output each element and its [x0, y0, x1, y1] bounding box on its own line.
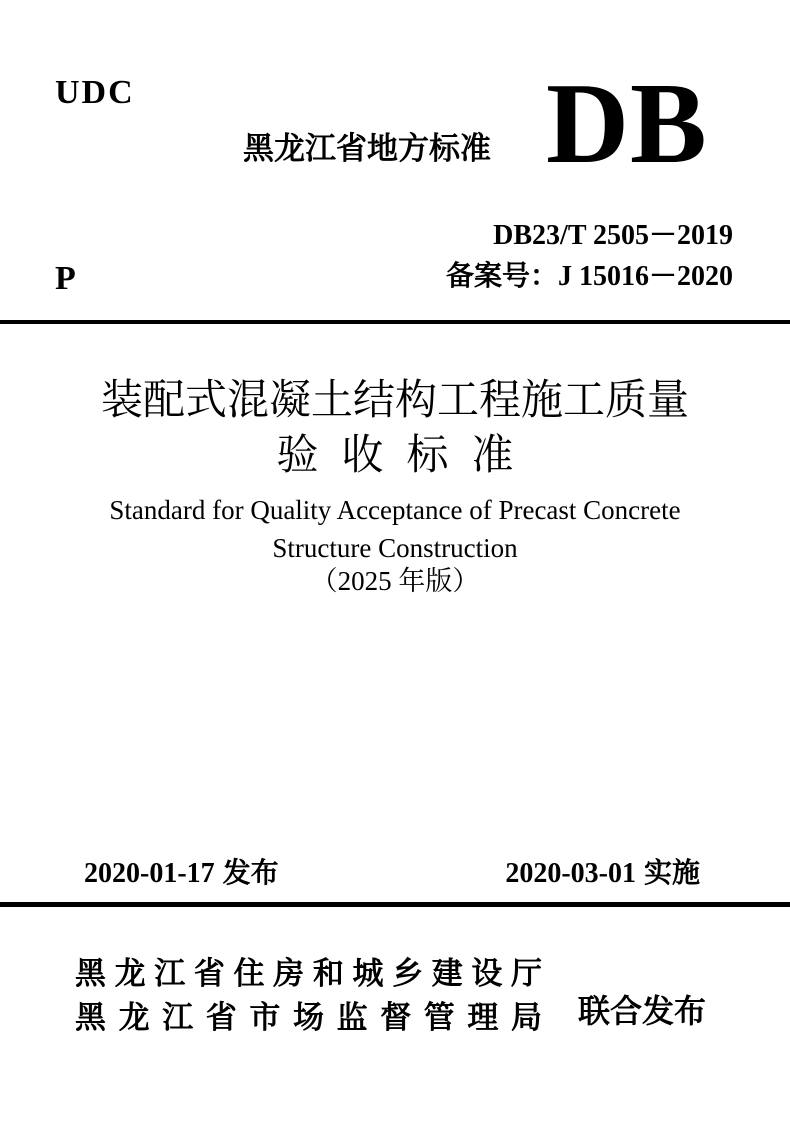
publisher-line2: 黑龙江省市场监督管理局	[75, 1000, 542, 1035]
standard-type-label: 黑龙江省地方标准	[243, 131, 491, 166]
standard-number: DB23/T 2505－2019	[493, 220, 733, 251]
bottom-divider-rule	[0, 902, 790, 907]
issue-label: 发布	[222, 857, 279, 888]
top-divider-rule	[0, 320, 790, 324]
implement-date-line	[505, 856, 700, 891]
implement-label: 实施	[643, 857, 700, 888]
db-logo: DB	[546, 60, 708, 187]
udc-label: UDC	[55, 74, 135, 111]
issue-date-line	[84, 856, 279, 891]
record-number-label: 备案号：	[445, 260, 558, 291]
joint-publish-label: 联合发布	[578, 993, 707, 1029]
record-number-value: J 15016－2020	[557, 261, 733, 292]
publisher-line1: 黑龙江省住房和城乡建设厅	[75, 956, 542, 991]
issue-date: 2020-01-17	[84, 858, 215, 889]
edition-label: （2025 年版）	[310, 566, 480, 596]
title-en-line2: Structure Construction	[272, 533, 518, 563]
title-zh-line1: 装配式混凝土结构工程施工质量	[100, 378, 689, 424]
implement-date: 2020-03-01	[505, 858, 636, 889]
classification-code: P	[55, 260, 76, 297]
title-en-line1: Standard for Quality Acceptance of Precast Concrete	[109, 495, 681, 525]
title-zh-line2: 验收标准	[276, 433, 537, 479]
record-number-line	[446, 259, 733, 294]
title-zh-line2-row	[0, 432, 790, 480]
